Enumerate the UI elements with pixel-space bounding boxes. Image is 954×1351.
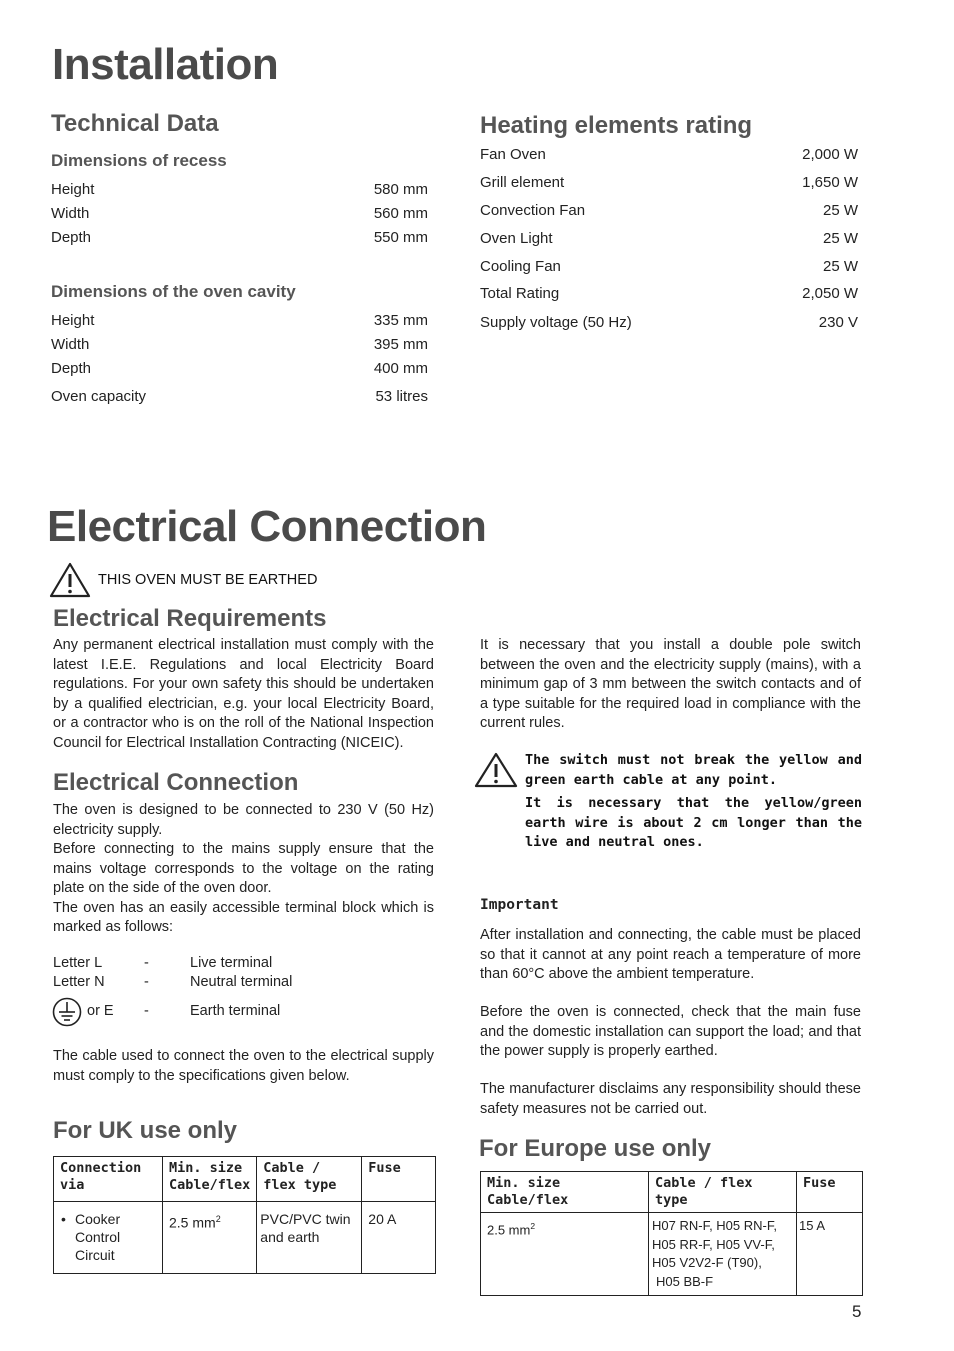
earth-symbol-icon xyxy=(52,997,82,1027)
uk-header-row xyxy=(54,1157,436,1202)
heating-label: Convection Fan xyxy=(480,202,586,219)
uk-via-cell xyxy=(54,1202,163,1274)
heating-value: 2,000 W xyxy=(802,146,858,163)
europe-type-line: H07 RN-F, H05 RN-F, xyxy=(652,1218,777,1233)
recess-heading: Dimensions of recess xyxy=(51,151,227,170)
warning-triangle-icon xyxy=(49,562,91,598)
cavity-heading: Dimensions of the oven cavity xyxy=(51,282,296,301)
cavity-value: 53 litres xyxy=(375,388,428,405)
cable-spec-text: The cable used to connect the oven to the electrical supply must comply to the specifications given below. xyxy=(53,1048,434,1084)
important-p1: After installation and connecting, the cable must be placed so that it cannot at any point reach a temperature of more than 60°C above the ambient temperature. xyxy=(480,927,861,982)
uk-type-cell: PVC/PVC twin and earth xyxy=(257,1202,362,1274)
recess-value: 560 mm xyxy=(373,205,428,222)
recess-label: Width xyxy=(51,205,90,222)
connection-p3: The oven has an easily accessible terminal block which is marked as follows: xyxy=(53,899,434,935)
cavity-label: Width xyxy=(51,336,90,353)
europe-fuse-cell: 15 A xyxy=(797,1213,863,1296)
page-number: 5 xyxy=(852,1302,862,1321)
europe-header-row xyxy=(481,1172,863,1213)
terminal-letter: Letter N xyxy=(53,974,105,990)
table-row xyxy=(54,1202,436,1274)
cavity-value: 335 mm xyxy=(373,312,428,329)
cavity-value: 395 mm xyxy=(373,336,428,353)
technical-data-heading: Technical Data xyxy=(51,110,219,137)
bullet: • xyxy=(61,1211,66,1227)
terminal-desc: Earth terminal xyxy=(190,1003,281,1019)
cavity-value: 400 mm xyxy=(373,360,428,377)
earthed-warning: THIS OVEN MUST BE EARTHED xyxy=(98,572,318,588)
important-heading: Important xyxy=(480,897,559,913)
important-p3: The manufacturer disclaims any responsibility should these safety measures not be carried out. xyxy=(480,1081,861,1117)
terminal-dash: - xyxy=(144,1003,149,1019)
terminal-desc: Live terminal xyxy=(190,955,273,971)
europe-header-cell: Cable / flex type xyxy=(649,1172,797,1213)
uk-via-text: Cooker Control Circuit xyxy=(75,1211,121,1263)
terminal-dash: - xyxy=(144,974,149,990)
recess-value: 580 mm xyxy=(373,181,428,198)
uk-size-sup: 2 xyxy=(215,1214,221,1224)
heating-label: Supply voltage (50 Hz) xyxy=(480,314,632,331)
terminal-letter: or E xyxy=(87,1003,114,1019)
europe-type-line: H05 V2V2-F (T90), xyxy=(652,1255,762,1270)
uk-size: 2.5 mm xyxy=(169,1214,216,1231)
cavity-label: Oven capacity xyxy=(51,388,147,405)
uk-header-cell: Connection via xyxy=(54,1157,163,1202)
heating-label: Cooling Fan xyxy=(480,258,561,275)
terminal-desc: Neutral terminal xyxy=(190,974,293,990)
important-p2: Before the oven is connected, check that the main fuse and the domestic installation can support the load; and that the power supply is properly earthed. xyxy=(480,1004,861,1059)
europe-type-line: H05 BB-F xyxy=(656,1273,714,1289)
uk-heading: For UK use only xyxy=(53,1117,238,1144)
heating-value: 25 W xyxy=(822,202,858,219)
heating-value: 2,050 W xyxy=(802,285,858,302)
requirements-heading: Electrical Requirements xyxy=(53,605,327,632)
heating-label: Fan Oven xyxy=(480,146,546,163)
heating-label: Total Rating xyxy=(480,285,560,302)
heating-value: 25 W xyxy=(822,230,858,247)
uk-header-cell: Min. size Cable/flex xyxy=(163,1157,257,1202)
recess-label: Height xyxy=(51,181,95,198)
requirements-text: Any permanent electrical installation must comply with the latest I.E.E. Regulations and local Electricity Board regulations. For your own safety this should be undertaken by a qualified electrician, e.g. your local Electricity Board, or a contractor who is on the roll of the National Inspection Council for Electrical Installation Contracting (NICEIC). xyxy=(53,637,434,751)
recess-value: 550 mm xyxy=(373,229,428,246)
installation-title: Installation xyxy=(52,40,279,89)
europe-size-sup: 2 xyxy=(530,1221,536,1231)
europe-type-line: H05 RR-F, H05 VV-F, xyxy=(652,1236,775,1252)
europe-heading: For Europe use only xyxy=(479,1135,712,1162)
heating-label: Oven Light xyxy=(480,230,553,247)
warning-triangle-icon xyxy=(474,752,518,788)
europe-header-cell: Fuse xyxy=(797,1172,863,1213)
cavity-label: Depth xyxy=(51,360,92,377)
cavity-label: Height xyxy=(51,312,95,329)
electrical-title: Electrical Connection xyxy=(47,502,487,551)
connection-text xyxy=(53,801,434,938)
connection-heading: Electrical Connection xyxy=(53,769,299,796)
heating-value: 1,650 W xyxy=(802,174,858,191)
heating-value: 25 W xyxy=(822,258,858,275)
switch-warning-2: It is necessary that the yellow/green earth wire is about 2 cm longer than the live and neutral ones. xyxy=(525,795,862,850)
heating-heading: Heating elements rating xyxy=(480,112,753,139)
uk-size-cell xyxy=(163,1202,257,1274)
europe-header-cell: Min. size Cable/flex xyxy=(481,1172,649,1213)
uk-fuse-cell: 20 A xyxy=(362,1202,436,1274)
europe-size: 2.5 mm xyxy=(487,1222,531,1238)
connection-p1: The oven is designed to be connected to 230 V (50 Hz) electricity supply. xyxy=(53,802,434,838)
europe-type-cell xyxy=(649,1213,797,1296)
list-item xyxy=(60,1210,156,1264)
europe-table xyxy=(480,1171,863,1296)
uk-header-cell: Cable / flex type xyxy=(257,1157,362,1202)
switch-warning-1: The switch must not break the yellow and green earth cable at any point. xyxy=(525,752,862,788)
table-row xyxy=(481,1213,863,1296)
europe-size-cell xyxy=(481,1213,649,1296)
uk-header-cell: Fuse xyxy=(362,1157,436,1202)
switch-text: It is necessary that you install a double pole switch between the oven and the electricity supply (mains), with a minimum gap of 3 mm between the switch contacts and of a type suitable for the required load in compliance with the current rules. xyxy=(480,637,861,731)
uk-table xyxy=(53,1156,436,1274)
terminal-letter: Letter L xyxy=(53,955,103,971)
switch-warnings xyxy=(525,751,862,857)
heating-label: Grill element xyxy=(480,174,565,191)
connection-p2: Before connecting to the mains supply ensure that the mains voltage corresponds to the voltage on the rating plate on the side of the oven door. xyxy=(53,841,434,896)
recess-label: Depth xyxy=(51,229,92,246)
terminal-dash: - xyxy=(144,955,149,971)
heating-value: 230 V xyxy=(818,314,858,331)
